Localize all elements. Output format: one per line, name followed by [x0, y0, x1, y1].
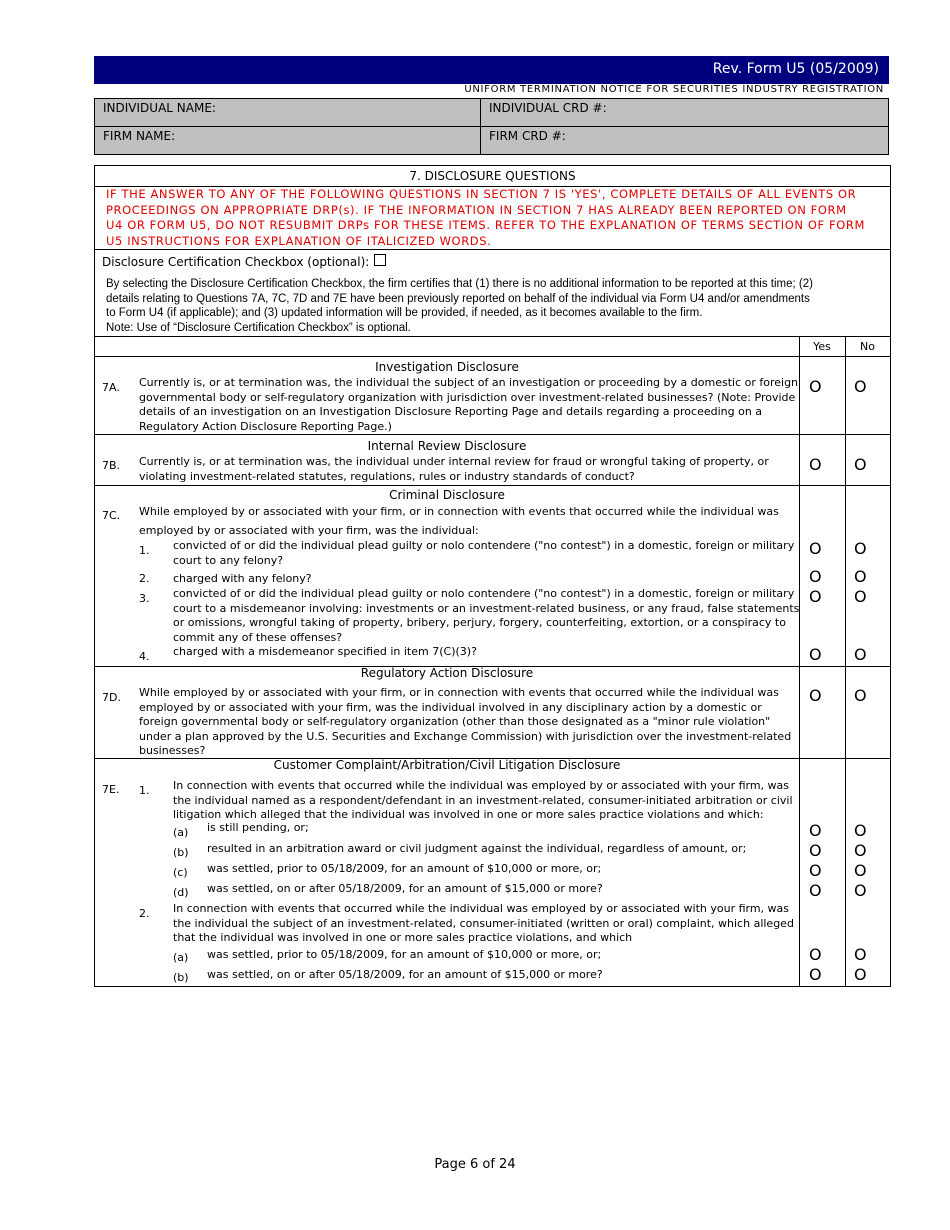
firm-name-field[interactable]: [95, 127, 481, 154]
individual-crd-field[interactable]: [481, 99, 888, 127]
q7a-heading: Investigation Disclosure: [375, 360, 519, 374]
section-title: 7. DISCLOSURE QUESTIONS: [409, 169, 576, 183]
q7d-number: 7D.: [102, 691, 121, 704]
question-line: While employed by or associated with your firm, or in connection with events that occurred while the individual was: [139, 505, 779, 518]
sub-text: was settled, on or after 05/18/2009, for an amount of $15,000 or more?: [207, 968, 603, 981]
question-line: businesses?: [139, 744, 206, 757]
question-line: Currently is, or at termination was, the individual the subject of an investigation or proceeding by a domestic or foreign: [139, 376, 799, 389]
q7e1d-yes-radio[interactable]: O: [809, 881, 822, 900]
question-line: While employed by or associated with your firm, or in connection with events that occurred while the individual was: [139, 686, 779, 699]
question-line: the individual the subject of an investment-related, consumer-initiated (written or oral) complaint, which alleged: [173, 916, 794, 930]
q7c-heading: Criminal Disclosure: [389, 488, 505, 502]
cert-text: to Form U4 (if applicable); and (3) updated information will be provided, if needed, as it becomes available to the firm.: [106, 307, 703, 319]
divider: [95, 356, 890, 357]
q7e1c-no-radio[interactable]: O: [854, 861, 867, 880]
q7b-heading: Internal Review Disclosure: [367, 439, 527, 453]
column-divider: [845, 336, 846, 987]
identity-grid: [94, 98, 889, 155]
sub-text: was settled, prior to 05/18/2009, for an amount of $10,000 or more, or;: [207, 862, 602, 875]
question-line: that the individual was involved in one or more sales practice violations, and which: [173, 931, 633, 944]
disclosure-table: [94, 165, 891, 987]
item-number: 3.: [139, 592, 150, 605]
sub-text: resulted in an arbitration award or civil judgment against the individual, regardless of amount, or;: [207, 842, 747, 855]
question-line: under a plan approved by the U.S. Securities and Exchange Commission) with jurisdiction over the investment-related: [139, 729, 792, 743]
individual-name-label: INDIVIDUAL NAME:: [103, 101, 216, 115]
q7e2b-yes-radio[interactable]: O: [809, 965, 822, 984]
form-subtitle: UNIFORM TERMINATION NOTICE FOR SECURITIES INDUSTRY REGISTRATION: [464, 84, 884, 95]
sub-text: was settled, prior to 05/18/2009, for an amount of $10,000 or more, or;: [207, 948, 602, 961]
column-divider: [799, 336, 800, 987]
sub-letter: (b): [173, 846, 189, 859]
question-line: employed by or associated with your firm, was the individual involved in any disciplinary action by a domestic or: [139, 700, 762, 714]
form-title-bar: [94, 56, 889, 84]
question-line: governmental body or self-regulatory organization with jurisdiction over investment-related businesses? (Note: Provide: [139, 390, 796, 404]
question-line: charged with any felony?: [173, 572, 312, 585]
divider: [95, 336, 890, 337]
sub-letter: (b): [173, 971, 189, 984]
firm-crd-label: FIRM CRD #:: [489, 129, 566, 143]
page-number: Page 6 of 24: [434, 1157, 516, 1172]
divider: [95, 249, 890, 250]
instruction-line: IF THE ANSWER TO ANY OF THE FOLLOWING QUESTIONS IN SECTION 7 IS 'YES', COMPLETE DETAILS OF ALL EVENTS OR: [106, 187, 857, 201]
item-number: 1.: [139, 544, 150, 557]
q7e2b-no-radio[interactable]: O: [854, 965, 867, 984]
q7d-heading: Regulatory Action Disclosure: [360, 666, 534, 680]
q7a-no-radio[interactable]: O: [854, 377, 867, 396]
q7a-number: 7A.: [102, 381, 120, 394]
question-line: foreign governmental body or self-regulatory organization (other than those designated as a "minor rule violation": [139, 715, 771, 728]
q7e1b-no-radio[interactable]: O: [854, 841, 867, 860]
sub-letter: (c): [173, 866, 188, 879]
q7c1-no-radio[interactable]: O: [854, 539, 867, 558]
cert-note: Note: Use of “Disclosure Certification Checkbox” is optional.: [106, 322, 411, 334]
question-line: convicted of or did the individual plead guilty or nolo contendere ("no contest") in a domestic, foreign or military: [173, 587, 795, 600]
question-line: charged with a misdemeanor specified in item 7(C)(3)?: [173, 645, 477, 658]
q7e1c-yes-radio[interactable]: O: [809, 861, 822, 880]
item-number: 4.: [139, 650, 150, 663]
q7b-yes-radio[interactable]: O: [809, 455, 822, 474]
divider: [95, 485, 890, 486]
q7c4-yes-radio[interactable]: O: [809, 645, 822, 664]
divider: [95, 434, 890, 435]
cert-text: details relating to Questions 7A, 7C, 7D and 7E have been previously reported on behalf of the individual via Form U4 and/or amendments: [106, 292, 810, 305]
instruction-line: U5 INSTRUCTIONS FOR EXPLANATION OF ITALICIZED WORDS.: [106, 233, 492, 248]
individual-crd-label: INDIVIDUAL CRD #:: [489, 101, 607, 115]
question-line: details of an investigation on an Investigation Disclosure Reporting Page and details regarding a proceeding on a: [139, 405, 763, 418]
form-title: Rev. Form U5 (05/2009): [712, 61, 879, 77]
cert-text-line: [106, 306, 702, 321]
sub-letter: (a): [173, 951, 189, 964]
q7b-no-radio[interactable]: O: [854, 455, 867, 474]
individual-name-field[interactable]: [95, 99, 481, 127]
question-line: court to any felony?: [173, 553, 284, 567]
question-line: commit any of these offenses?: [173, 630, 343, 644]
question-line: Currently is, or at termination was, the individual under internal review for fraud or wrongful taking of property, or: [139, 455, 769, 468]
q7a-yes-radio[interactable]: O: [809, 377, 822, 396]
no-column-header: No: [860, 340, 875, 353]
q7d-no-radio[interactable]: O: [854, 686, 867, 705]
q7b-number: 7B.: [102, 459, 121, 472]
question-line: employed by or associated with your firm, was the individual:: [139, 524, 479, 537]
question-line: Regulatory Action Disclosure Reporting Page.): [139, 419, 392, 433]
firm-name-label: FIRM NAME:: [103, 129, 176, 143]
question-line: court to a misdemeanor involving: investments or an investment-related business, or any fraud, false statements: [173, 601, 800, 615]
sub-text: is still pending, or;: [207, 821, 309, 834]
q7e-heading: Customer Complaint/Arbitration/Civil Litigation Disclosure: [273, 758, 621, 772]
q7e-number: 7E.: [102, 783, 120, 796]
item-number: 1.: [139, 784, 150, 797]
q7c3-yes-radio[interactable]: O: [809, 587, 822, 606]
question-line: In connection with events that occurred while the individual was employed by or associated with your firm, was: [173, 779, 790, 792]
cert-label: Disclosure Certification Checkbox (optional):: [102, 255, 370, 269]
instruction-line: PROCEEDINGS ON APPROPRIATE DRP(s). IF THE INFORMATION IN SECTION 7 HAS ALREADY BEEN REPORTED ON FORM: [106, 202, 847, 217]
firm-crd-field[interactable]: [481, 127, 888, 154]
sub-letter: (a): [173, 826, 189, 839]
q7c-number: 7C.: [102, 509, 121, 522]
cert-text-line: [106, 292, 810, 307]
disclosure-certification-checkbox[interactable]: [374, 254, 386, 266]
q7e1b-yes-radio[interactable]: O: [809, 841, 822, 860]
question-line: litigation which alleged that the individual was involved in one or more sales practice violations and which:: [173, 808, 764, 821]
item-number: 2.: [139, 572, 150, 585]
q7e2a-yes-radio[interactable]: O: [809, 945, 822, 964]
sub-text: was settled, on or after 05/18/2009, for an amount of $15,000 or more?: [207, 882, 603, 895]
q7c2-yes-radio[interactable]: O: [809, 567, 822, 586]
q7c2-no-radio[interactable]: O: [854, 567, 867, 586]
item-number: 2.: [139, 907, 150, 920]
question-line: or omissions, wrongful taking of property, bribery, perjury, forgery, counterfeiting, extortion, or a conspiracy to: [173, 616, 786, 629]
q7c1-yes-radio[interactable]: O: [809, 539, 822, 558]
question-line: In connection with events that occurred while the individual was employed by or associated with your firm, was: [173, 902, 790, 915]
q7c4-no-radio[interactable]: O: [854, 645, 867, 664]
q7e1d-no-radio[interactable]: O: [854, 881, 867, 900]
cert-text-line: [106, 277, 813, 292]
sub-letter: (d): [173, 886, 189, 899]
q7d-yes-radio[interactable]: O: [809, 686, 822, 705]
q7e1a-yes-radio[interactable]: O: [809, 821, 822, 840]
cert-text: By selecting the Disclosure Certification Checkbox, the firm certifies that (1) there is no additional information to be reported at this time; (2): [106, 278, 813, 290]
question-line: convicted of or did the individual plead guilty or nolo contendere ("no contest") in a domestic, foreign or military: [173, 539, 795, 552]
yes-column-header: Yes: [813, 340, 831, 353]
question-line: violating investment-related statutes, regulations, rules or industry standards of conduct?: [139, 469, 635, 483]
q7e1a-no-radio[interactable]: O: [854, 821, 867, 840]
instruction-line: U4 OR FORM U5, DO NOT RESUBMIT DRPs FOR THESE ITEMS. REFER TO THE EXPLANATION OF TERMS SECTION OF FORM: [106, 218, 865, 232]
q7e2a-no-radio[interactable]: O: [854, 945, 867, 964]
question-line: the individual named as a respondent/defendant in an investment-related, consumer-initiated arbitration or civil: [173, 793, 793, 807]
q7c3-no-radio[interactable]: O: [854, 587, 867, 606]
